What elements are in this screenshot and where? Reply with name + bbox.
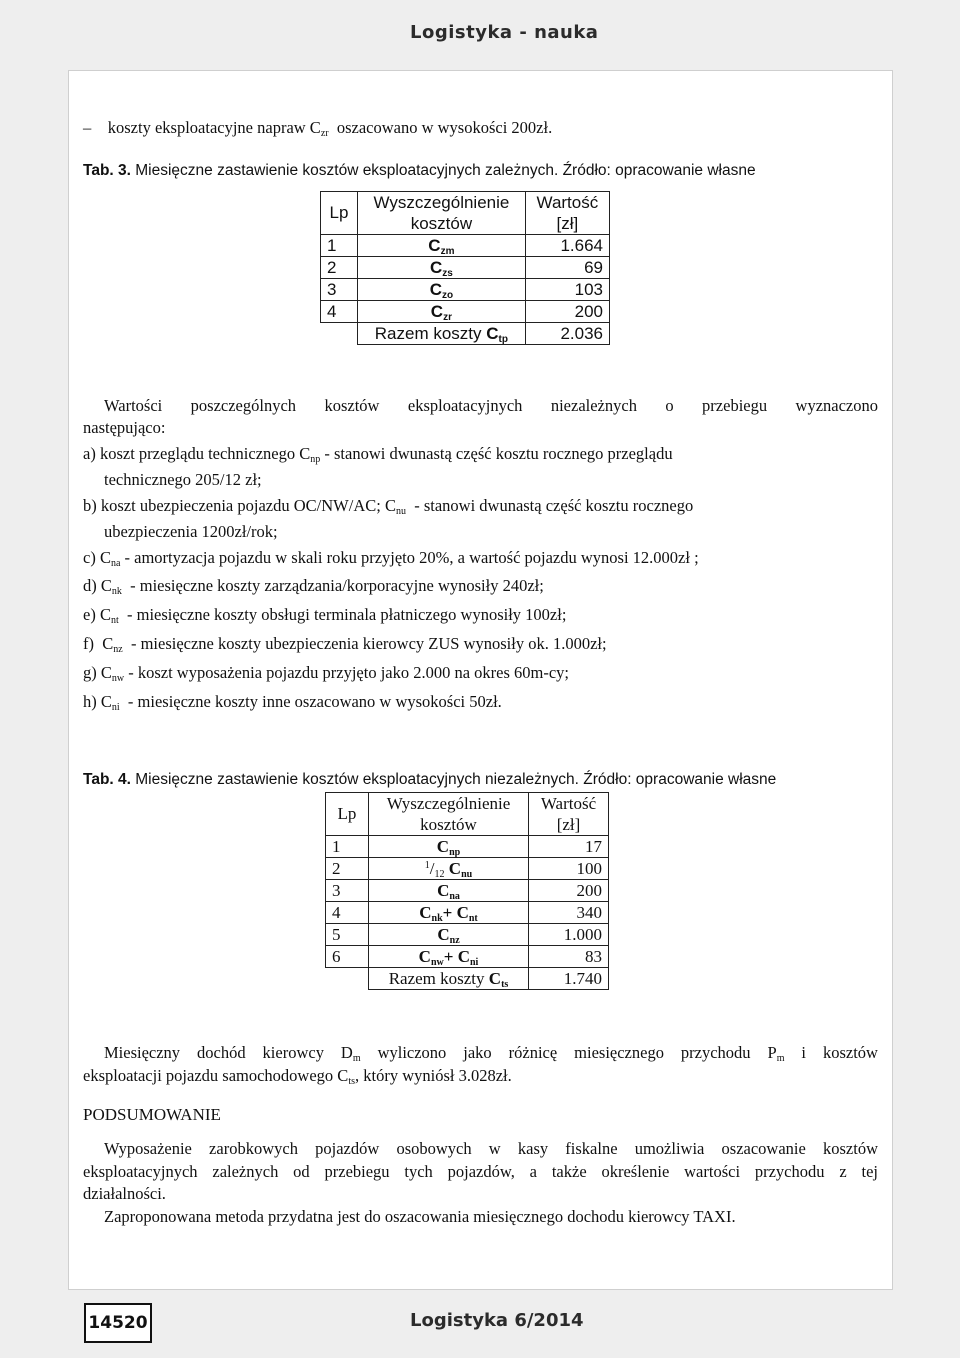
list-item-b-cont: ubezpieczenia 1200zł/rok;	[104, 522, 278, 541]
header-value-2: [zł]	[525, 213, 609, 235]
header-value: Wartość	[529, 793, 609, 815]
intro-sub: zr	[320, 128, 329, 139]
table-total-row	[326, 968, 609, 990]
table-header-row	[326, 793, 609, 815]
header-desc-2: kosztów	[358, 213, 526, 235]
page-number: 14520	[84, 1303, 152, 1343]
table3-caption-label: Tab. 3.	[83, 162, 131, 179]
cell-value: 340	[529, 902, 609, 924]
cell-lp: 3	[321, 279, 358, 301]
paragraph-2-line-1: Miesięczny dochód kierowcy $D_m$ wyliczono jako różnicę miesięcznego przychodu $P_m$ i kosztów	[104, 1043, 878, 1064]
header-lp: Lp	[326, 793, 369, 836]
cell-value: 1.000	[529, 924, 609, 946]
header-value: Wartość	[525, 192, 609, 214]
header-value-2: [zł]	[529, 814, 609, 836]
table-row	[326, 836, 609, 858]
cell-lp: 3	[326, 880, 369, 902]
header-lp: Lp	[321, 192, 358, 235]
table-row	[326, 880, 609, 902]
table4-caption-text: Miesięczne zastawienie kosztów eksploatacyjnych niezależnych. Źródło: opracowanie własne	[130, 771, 777, 788]
cell-symbol: $C_{zm}$	[358, 235, 526, 257]
list-item-d: d) $C_{nk}$ - miesięczne koszty zarządzania/korporacyjne wynosiły 240zł;	[83, 576, 544, 597]
intro-text: koszty eksploatacyjne napraw C	[107, 118, 321, 137]
table3-caption	[83, 162, 756, 180]
header-desc: Wyszczególnienie	[369, 793, 529, 815]
total-value: 2.036	[525, 323, 609, 345]
header-desc-2: kosztów	[369, 814, 529, 836]
cell-symbol: $C_{nk}+ C_{nt}$	[369, 902, 529, 924]
table-row	[326, 902, 609, 924]
total-label: Razem koszty $C_{tp}$	[358, 323, 526, 345]
running-header: Logistyka - nauka	[410, 22, 599, 43]
cell-lp: 4	[321, 301, 358, 323]
cell-value: 17	[529, 836, 609, 858]
table-row	[321, 257, 610, 279]
intro-text-after: oszacowano w wysokości 200zł.	[328, 118, 553, 137]
table-row	[326, 946, 609, 968]
table-row	[326, 924, 609, 946]
list-item-h: h) $C_{ni}$ - miesięczne koszty inne oszacowano w wysokości 50zł.	[83, 692, 502, 713]
cell-lp: 2	[321, 257, 358, 279]
cell-lp: 2	[326, 858, 369, 880]
paragraph-2-line-2: eksploatacji pojazdu samochodowego $C_{ts}$, który wyniósł 3.028zł.	[83, 1066, 512, 1087]
cell-symbol: $C_{zr}$	[358, 301, 526, 323]
table3-caption-text: Miesięczne zastawienie kosztów eksploatacyjnych zależnych. Źródło: opracowanie własne	[130, 162, 756, 179]
cell-value: 83	[529, 946, 609, 968]
list-item-c: c) $C_{na}$ - amortyzacja pojazdu w skali roku przyjęto 20%, a wartość pojazdu wynosi 12.000zł ;	[83, 548, 699, 569]
summary-line-3: działalności.	[83, 1184, 166, 1203]
summary-heading: PODSUMOWANIE	[83, 1105, 221, 1124]
journal-name: Logistyka 6/2014	[410, 1310, 584, 1331]
table3	[320, 191, 610, 345]
cell-lp: 5	[326, 924, 369, 946]
table-row	[326, 858, 609, 880]
table4	[325, 792, 609, 990]
cell-symbol: $C_{na}$	[369, 880, 529, 902]
cell-symbol: $^1/_{12}$ $C_{nu}$	[369, 858, 529, 880]
cell-symbol: $C_{nw}+ C_{ni}$	[369, 946, 529, 968]
list-dash: –	[83, 118, 92, 137]
total-value: 1.740	[529, 968, 609, 990]
cell-value: 69	[525, 257, 609, 279]
total-label: Razem koszty $C_{ts}$	[369, 968, 529, 990]
cell-symbol: $C_{nz}$	[369, 924, 529, 946]
list-item-a-cont: technicznego 205/12 zł;	[104, 470, 262, 489]
cell-lp: 6	[326, 946, 369, 968]
table4-caption-label: Tab. 4.	[83, 771, 131, 788]
cell-symbol: $C_{zs}$	[358, 257, 526, 279]
table-row	[321, 279, 610, 301]
summary-line-4: Zaproponowana metoda przydatna jest do oszacowania miesięcznego dochodu kierowcy TAXI.	[104, 1207, 736, 1226]
cell-symbol: $C_{np}$	[369, 836, 529, 858]
paragraph-1	[104, 396, 878, 416]
cell-symbol: $C_{zo}$	[358, 279, 526, 301]
cell-lp: 4	[326, 902, 369, 924]
cell-value: 103	[525, 279, 609, 301]
cell-value: 1.664	[525, 235, 609, 257]
cell-lp: 1	[321, 235, 358, 257]
table-header-row	[321, 192, 610, 214]
cell-value: 200	[525, 301, 609, 323]
table-total-row	[321, 323, 610, 345]
cell-value: 200	[529, 880, 609, 902]
cell-value: 100	[529, 858, 609, 880]
summary-line-2: eksploatacyjnych zależnych od przebiegu tych pojazdów, a także określenie wartości przychodu z tej	[83, 1162, 878, 1181]
list-item-f: f) $C_{nz}$ - miesięczne koszty ubezpieczenia kierowcy ZUS wynosiły ok. 1.000zł;	[83, 634, 607, 655]
list-item-a: a) koszt przeglądu technicznego $C_{np}$ - stanowi dwunastą część kosztu rocznego przeglądu	[83, 444, 673, 465]
cell-lp: 1	[326, 836, 369, 858]
summary-line-1: Wyposażenie zarobkowych pojazdów osobowych w kasy fiskalne umożliwia oszacowanie kosztów	[104, 1139, 878, 1158]
table-row	[321, 301, 610, 323]
list-item-g: g) $C_{nw}$ - koszt wyposażenia pojazdu przyjęto jako 2.000 na okres 60m-cy;	[83, 663, 570, 684]
intro-line	[83, 118, 552, 138]
table4-caption	[83, 771, 776, 789]
list-item-e: e) $C_{nt}$ - miesięczne koszty obsługi terminala płatniczego wynosiły 100zł;	[83, 605, 567, 626]
paragraph-1-line-1: Wartości poszczególnych kosztów eksploatacyjnych niezależnych o przebiegu wyznaczono	[104, 396, 878, 415]
header-desc: Wyszczególnienie	[358, 192, 526, 214]
list-item-b: b) koszt ubezpieczenia pojazdu OC/NW/AC; $C_{nu}$ - stanowi dwunastą część kosztu rocznego	[83, 496, 694, 517]
paragraph-1-line-2: następująco:	[83, 418, 166, 437]
table-row	[321, 235, 610, 257]
